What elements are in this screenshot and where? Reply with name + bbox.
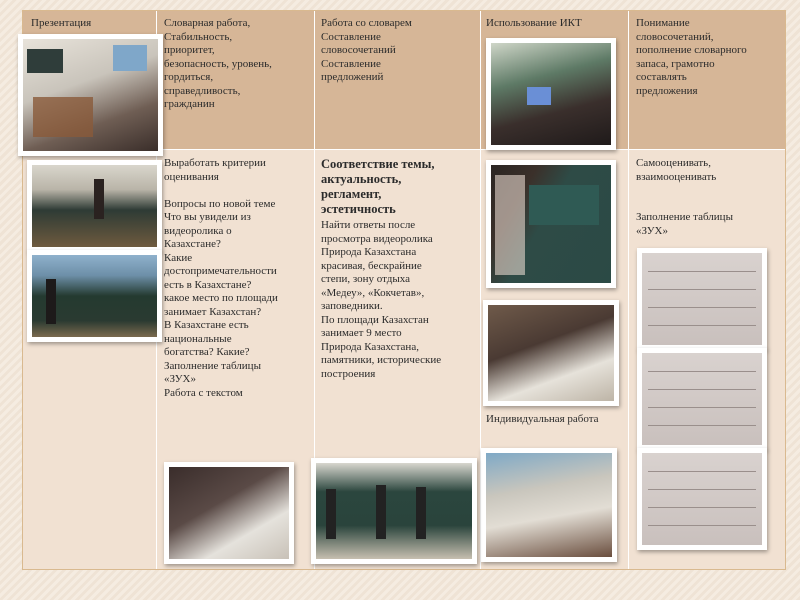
ict-usage-photo: [486, 38, 616, 150]
cell-individual-work: Индивидуальная работа: [486, 413, 599, 425]
zuh-table-photo-2: [637, 348, 767, 450]
cell-relevance-title: Соответствие темы, актуальность, регламент, эстетичность: [321, 157, 435, 216]
students-writing-photo: [483, 300, 619, 406]
cell-ict-usage: Использование ИКТ: [486, 17, 582, 29]
blackboard-photo-1: [27, 160, 162, 252]
students-reading-photo: [164, 462, 294, 564]
zuh-table-photo-1: [637, 248, 767, 350]
student-at-board-photo: [486, 160, 616, 288]
cell-dictionary-work: Работа со словарем Составление словосочетаний Составление предложений: [321, 17, 412, 83]
zuh-table-photo-3: [637, 448, 767, 550]
cell-presentation: Презентация: [31, 17, 92, 29]
cell-vocabulary-work: Словарная работа, Стабильность, приоритет, безопасность, уровень, гордиться, справедливость, гражданин: [164, 17, 272, 110]
blackboard-photo-2: [27, 250, 162, 342]
column-divider: [628, 11, 629, 569]
cell-criteria-questions: Выработать критерии оценивания Вопросы по новой теме Что вы увидели из видеоролика о Казахстане? Какие достопримечательности есть в Казахстане? какое место по площади занимает Казахстан? В Казахстане есть национальные богатства? Какие? Заполнение таблицы «ЗУХ» Работа с текстом: [164, 157, 278, 399]
group-work-photo: [481, 448, 617, 562]
classroom-photo: [18, 34, 163, 156]
students-at-blackboard-photo: [311, 458, 477, 564]
cell-video-answers: Найти ответы после просмотра видеоролика Природа Казахстана красивая, бескрайние степи, зону отдыха «Медеу», «Кокчетав», заповедники. По площади Казахстан занимает 9 место Природа Казахстана, памятники, исторические построения: [321, 219, 442, 380]
cell-self-assessment: Самооценивать, взаимооценивать Заполнение таблицы «ЗУХ»: [636, 157, 733, 237]
cell-understanding: Понимание словосочетаний, пополнение словарного запаса, грамотно составлять предложения: [636, 17, 747, 97]
